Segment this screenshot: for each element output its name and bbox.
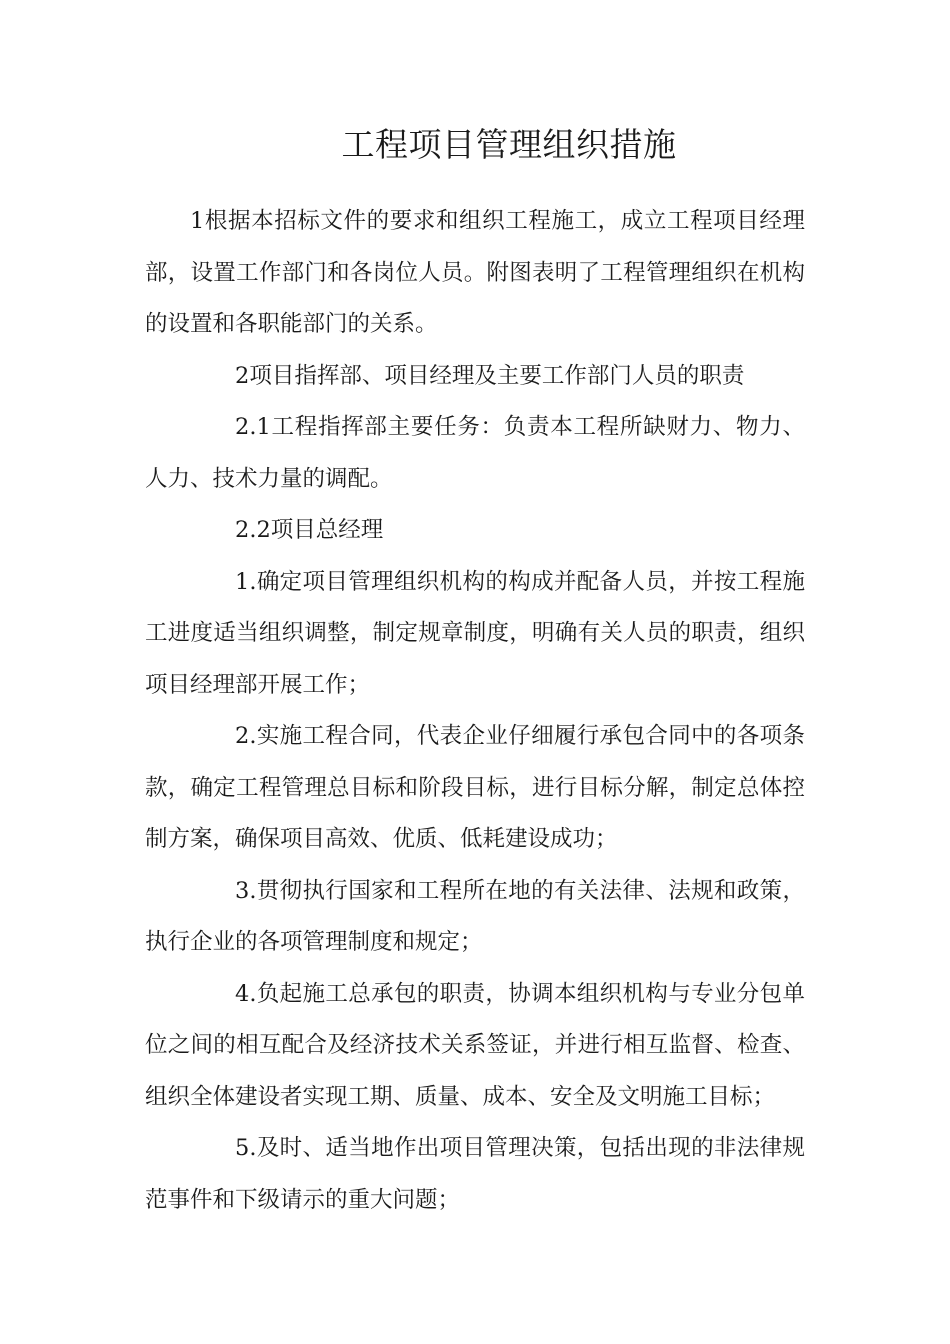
paragraph-1: 1根据本招标文件的要求和组织工程施工，成立工程项目经理部，设置工作部门和各岗位人员。附图表明了工程管理组织在机构的设置和各职能部门的关系。 bbox=[145, 208, 805, 337]
document-body bbox=[145, 196, 805, 1226]
paragraph-3: 2.1工程指挥部主要任务：负责本工程所缺财力、物力、人力、技术力量的调配。 bbox=[145, 414, 805, 492]
paragraph-2: 2项目指挥部、项目经理及主要工作部门人员的职责 bbox=[235, 362, 745, 389]
paragraph-4: 2.2项目总经理 bbox=[235, 517, 384, 543]
paragraph-9: 5.及时、适当地作出项目管理决策，包括出现的非法律规范事件和下级请示的重大问题； bbox=[145, 1135, 805, 1213]
paragraph-7: 3.贯彻执行国家和工程所在地的有关法律、法规和政策，执行企业的各项管理制度和规定； bbox=[145, 877, 805, 955]
paragraph-6: 2.实施工程合同，代表企业仔细履行承包合同中的各项条款，确定工程管理总目标和阶段目标，进行目标分解，制定总体控制方案，确保项目高效、优质、低耗建设成功； bbox=[145, 723, 805, 852]
paragraph-8: 4.负起施工总承包的职责，协调本组织机构与专业分包单位之间的相互配合及经济技术关系签证，并进行相互监督、检查、组织全体建设者实现工期、质量、成本、安全及文明施工目标； bbox=[145, 980, 805, 1110]
paragraph-5: 1.确定项目管理组织机构的构成并配备人员，并按工程施工进度适当组织调整，制定规章制度，明确有关人员的职责，组织项目经理部开展工作； bbox=[145, 568, 805, 698]
document-title: 工程项目管理组织措施 bbox=[341, 125, 677, 164]
